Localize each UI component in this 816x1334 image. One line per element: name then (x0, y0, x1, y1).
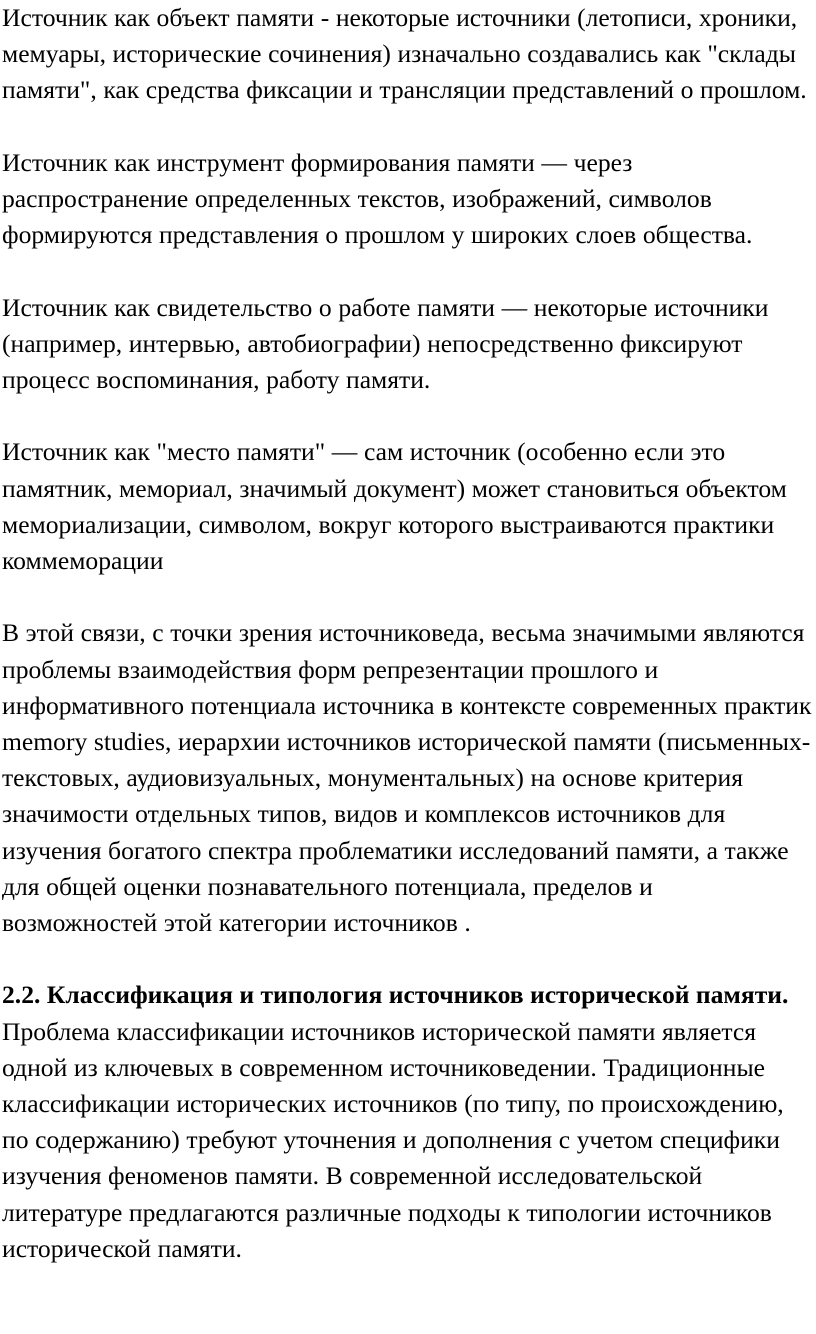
section-heading: 2.2. Классификация и типология источников исторической памяти. (2, 980, 789, 1010)
document-page (2, 0, 814, 1303)
paragraph-source-as-memory-place: Источник как "место памяти" — сам источник (особенно если это памятник, мемориал, значимый документ) может становиться объектом мемориализации, символом, вокруг которого выстраиваются практики коммеморации (2, 437, 787, 575)
paragraph-classification-problem: Проблема классификации источников исторической памяти является одной из ключевых в современном источниковедении. Традиционные классификации исторических источников (по типу, по происхождению, по содержанию) требуют уточнения и дополнения с учетом специфики изучения феноменов памяти. В современной исследовательской литературе предлагаются различные подходы к типологии источников исторической памяти. (2, 1016, 784, 1263)
paragraph-source-as-memory-instrument: Источник как инструмент формирования памяти — через распространение определенных текстов, изображений, символов формируются представления о прошлом у широких слоев общества. (2, 147, 753, 250)
paragraph-source-as-memory-evidence: Источник как свидетельство о работе памяти — некоторые источники (например, интервью, автобиографии) непосредственно фиксируют процесс воспоминания, работу памяти. (2, 292, 769, 394)
paragraph-source-studies-problems: В этой связи, с точки зрения источниковеда, весьма значимыми являются проблемы взаимодействия форм репрезентации прошлого и информативного потенциала источника в контексте современных практик memory studies, иерархии источников исторической памяти (письменных-текстовых, аудиовизуальных, монументальных) на основе критерия значимости отдельных типов, видов и комплексов источников для изучения богатого спектра проблематики исследований памяти, а также для общей оценки познавательного потенциала, пределов и возможностей этой категории источников . (2, 618, 812, 938)
paragraph-source-as-memory-object: Источник как объект памяти - некоторые источники (летописи, хроники, мемуары, исторические сочинения) изначально создавались как "склады памяти", как средства фиксации и трансляции представлений о прошлом. (2, 3, 807, 105)
